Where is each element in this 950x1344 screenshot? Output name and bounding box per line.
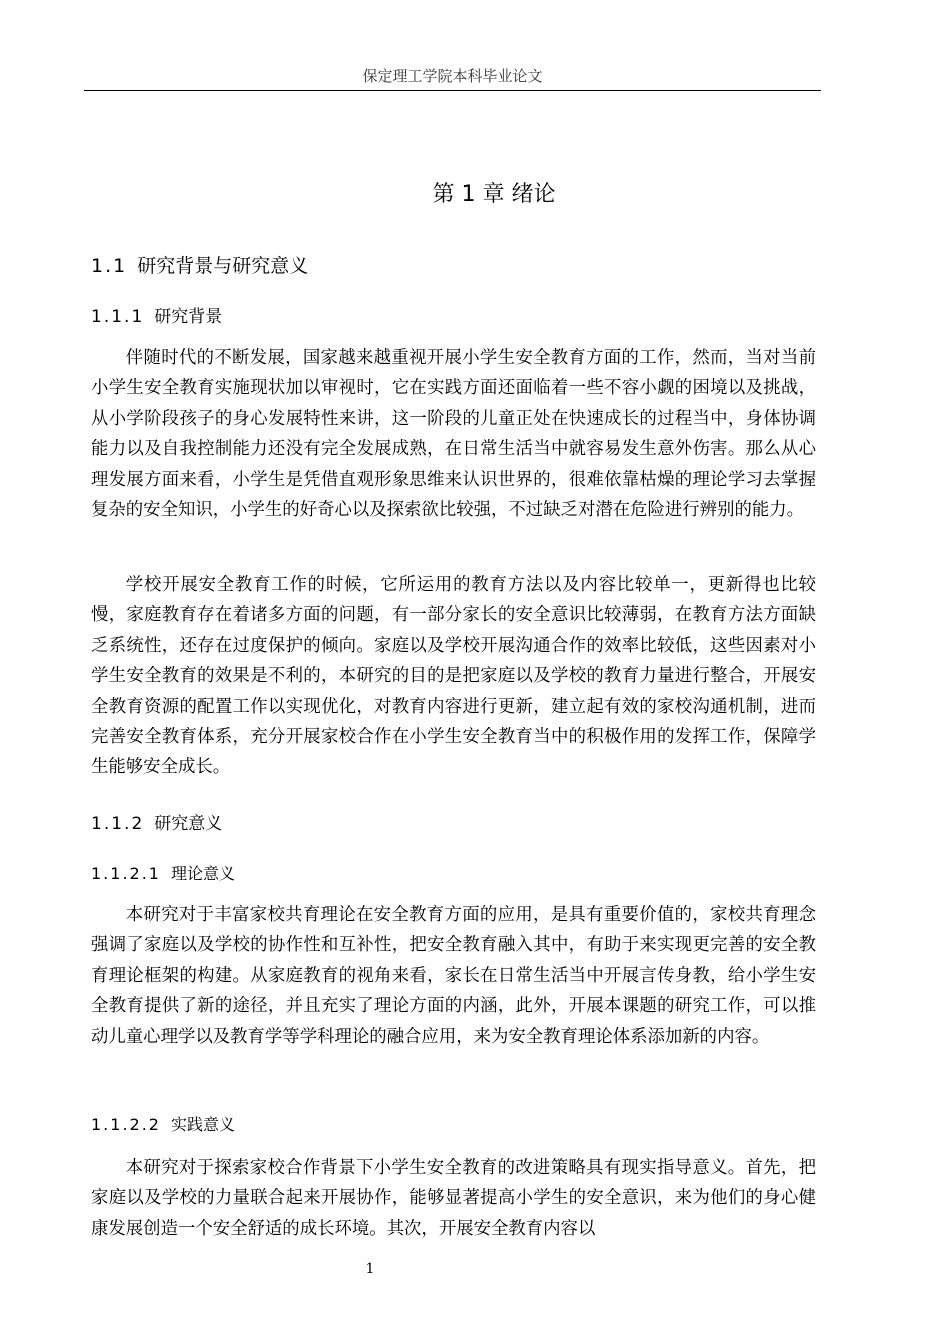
paragraph-background-2: 学校开展安全教育工作的时候，它所运用的教育方法以及内容比较单一，更新得也比较慢，家庭教育存在着诸多方面的问题，有一部分家长的安全意识比较薄弱，在教育方法方面缺乏系统性，还存在过度保护的倾向。家庭以及学校开展沟通合作的效率比较低，这些因素对小学生安全教育的效果是不利的，本研究的目的是把家庭以及学校的教育力量进行整合，开展安全教育资源的配置工作以实现优化，对教育内容进行更新，建立起有效的家校沟通机制，进而完善安全教育体系，充分开展家校合作在小学生安全教育当中的积极作用的发挥工作，保障学生能够安全成长。	[91, 575, 816, 778]
page-number: 1	[365, 1261, 375, 1277]
section-title: 理论意义	[170, 864, 235, 883]
section-heading-1-1-2-2	[91, 1113, 235, 1137]
section-heading-1-1	[91, 252, 308, 280]
section-title: 实践意义	[170, 1115, 235, 1134]
section-heading-1-1-2	[91, 811, 222, 837]
running-header: 保定理工学院本科毕业论文	[362, 67, 543, 85]
section-number: 1.1.1	[91, 307, 145, 327]
paragraph-practical-significance: 本研究对于探索家校合作背景下小学生安全教育的改进策略具有现实指导意义。首先，把家庭以及学校的力量联合起来开展协作，能够显著提高小学生的安全意识，来为他们的身心健康发展创造一个安全舒适的成长环境。其次，开展安全教育内容以	[91, 1158, 816, 1239]
section-heading-1-1-1	[91, 304, 222, 330]
paragraph-theoretical-significance: 本研究对于丰富家校共育理论在安全教育方面的应用，是具有重要价值的，家校共育理念强调了家庭以及学校的协作性和互补性，把安全教育融入其中，有助于来实现更完善的安全教育理论框架的构建。从家庭教育的视角来看，家长在日常生活当中开展言传身教，给小学生安全教育提供了新的途径，并且充实了理论方面的内涵，此外，开展本课题的研究工作，可以推动儿童心理学以及教育学等学科理论的融合应用，来为安全教育理论体系添加新的内容。	[91, 905, 816, 1047]
paragraph-background-1: 伴随时代的不断发展，国家越来越重视开展小学生安全教育方面的工作，然而，当对当前小学生安全教育实施现状加以审视时，它在实践方面还面临着一些不容小觑的困境以及挑战，从小学阶段孩子的身心发展特性来讲，这一阶段的儿童正处在快速成长的过程当中，身体协调能力以及自我控制能力还没有完全发展成熟，在日常生活当中就容易发生意外伤害。那么从心理发展方面来看，小学生是凭借直观形象思维来认识世界的，很难依靠枯燥的理论学习去掌握复杂的安全知识，小学生的好奇心以及探索欲比较强，不过缺乏对潜在危险进行辨别的能力。	[91, 348, 816, 521]
section-number: 1.1.2.2	[91, 1115, 161, 1134]
section-title: 研究背景与研究意义	[137, 255, 309, 277]
section-number: 1.1.2	[91, 814, 145, 834]
section-number: 1.1	[91, 255, 128, 277]
chapter-title: 第 1 章 绪论	[432, 182, 556, 207]
section-title: 研究意义	[154, 814, 223, 834]
section-number: 1.1.2.1	[91, 864, 161, 883]
section-heading-1-1-2-1	[91, 862, 235, 886]
section-title: 研究背景	[154, 307, 223, 327]
header-rule	[84, 90, 821, 91]
